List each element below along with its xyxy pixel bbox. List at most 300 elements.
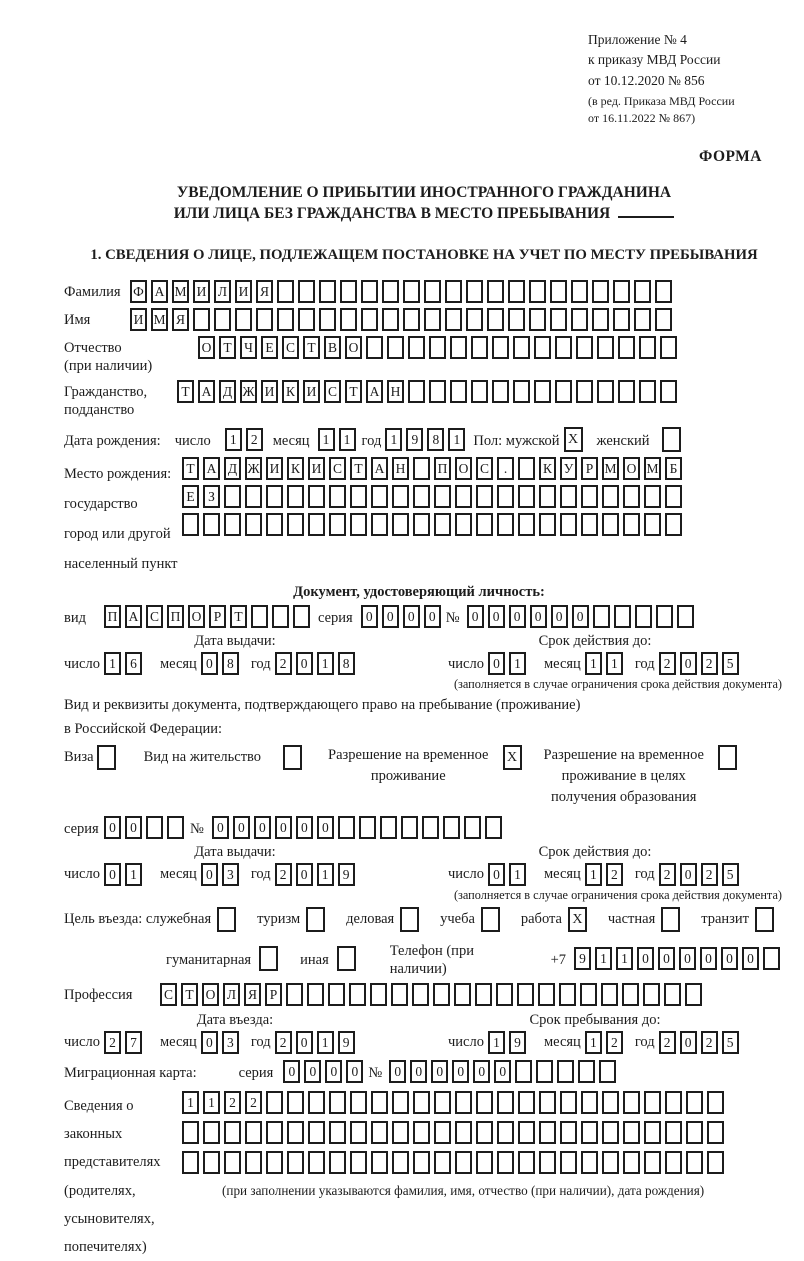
char-cell[interactable] [308, 1121, 325, 1144]
char-cell[interactable] [613, 308, 630, 331]
char-cell[interactable]: 0 [201, 1031, 218, 1054]
char-cell[interactable]: Я [244, 983, 261, 1006]
char-cell[interactable] [424, 280, 441, 303]
char-cell[interactable] [455, 485, 472, 508]
char-cell[interactable]: 1 [339, 428, 356, 451]
char-cell[interactable] [497, 485, 514, 508]
char-cell[interactable] [455, 1151, 472, 1174]
char-cell[interactable] [539, 1121, 556, 1144]
char-cell[interactable]: 1 [182, 1091, 199, 1114]
char-cell[interactable]: 9 [338, 863, 355, 886]
char-cell[interactable] [266, 513, 283, 536]
char-cell[interactable] [656, 605, 673, 628]
char-cell[interactable]: И [130, 308, 147, 331]
char-cell[interactable]: 9 [574, 947, 591, 970]
char-cell[interactable] [287, 1151, 304, 1174]
char-cell[interactable] [539, 513, 556, 536]
char-cell[interactable] [639, 380, 656, 403]
checkbox-sex-female[interactable] [662, 427, 681, 452]
char-cell[interactable] [272, 605, 289, 628]
char-cell[interactable]: 9 [338, 1031, 355, 1054]
checkbox-rvp[interactable]: X [503, 745, 522, 770]
char-cell[interactable]: П [434, 457, 451, 480]
char-cell[interactable] [251, 605, 268, 628]
char-cell[interactable] [560, 1121, 577, 1144]
char-cell[interactable]: 1 [317, 1031, 334, 1054]
char-cell[interactable]: И [235, 280, 252, 303]
char-cell[interactable] [664, 983, 681, 1006]
char-cell[interactable] [660, 336, 677, 359]
char-cell[interactable] [182, 1151, 199, 1174]
char-cell[interactable]: И [266, 457, 283, 480]
char-cell[interactable] [392, 1121, 409, 1144]
char-cell[interactable] [307, 983, 324, 1006]
char-cell[interactable]: К [282, 380, 299, 403]
char-cell[interactable]: С [160, 983, 177, 1006]
char-cell[interactable] [224, 1151, 241, 1174]
checkbox-humanitarian[interactable] [259, 946, 278, 971]
char-cell[interactable] [635, 605, 652, 628]
char-cell[interactable] [529, 308, 546, 331]
char-cell[interactable]: М [172, 280, 189, 303]
char-cell[interactable] [413, 1121, 430, 1144]
char-cell[interactable]: 0 [296, 652, 313, 675]
char-cell[interactable] [560, 513, 577, 536]
char-cell[interactable]: 2 [701, 863, 718, 886]
char-cell[interactable] [471, 336, 488, 359]
char-cell[interactable] [623, 485, 640, 508]
char-cell[interactable]: 1 [488, 1031, 505, 1054]
char-cell[interactable] [245, 1151, 262, 1174]
char-cell[interactable]: Т [181, 983, 198, 1006]
char-cell[interactable] [644, 1091, 661, 1114]
char-cell[interactable] [308, 485, 325, 508]
char-cell[interactable] [466, 308, 483, 331]
char-cell[interactable] [557, 1060, 574, 1083]
char-cell[interactable]: С [329, 457, 346, 480]
char-cell[interactable] [193, 308, 210, 331]
char-cell[interactable]: М [151, 308, 168, 331]
char-cell[interactable]: 1 [317, 863, 334, 886]
checkbox-study[interactable] [481, 907, 500, 932]
char-cell[interactable] [665, 1151, 682, 1174]
char-cell[interactable]: 2 [245, 1091, 262, 1114]
char-cell[interactable] [508, 280, 525, 303]
char-cell[interactable]: 0 [473, 1060, 490, 1083]
char-cell[interactable]: В [324, 336, 341, 359]
char-cell[interactable] [329, 1091, 346, 1114]
char-cell[interactable] [580, 983, 597, 1006]
char-cell[interactable] [466, 280, 483, 303]
char-cell[interactable] [371, 1091, 388, 1114]
char-cell[interactable] [665, 1121, 682, 1144]
char-cell[interactable]: Р [265, 983, 282, 1006]
char-cell[interactable]: 1 [585, 863, 602, 886]
char-cell[interactable] [634, 308, 651, 331]
char-cell[interactable] [475, 983, 492, 1006]
char-cell[interactable]: 0 [572, 605, 589, 628]
char-cell[interactable]: 2 [659, 652, 676, 675]
char-cell[interactable] [329, 485, 346, 508]
char-cell[interactable] [534, 380, 551, 403]
char-cell[interactable] [454, 983, 471, 1006]
char-cell[interactable] [349, 983, 366, 1006]
char-cell[interactable]: Е [261, 336, 278, 359]
char-cell[interactable] [476, 1121, 493, 1144]
char-cell[interactable] [401, 816, 418, 839]
char-cell[interactable] [308, 1151, 325, 1174]
char-cell[interactable]: Ф [130, 280, 147, 303]
char-cell[interactable]: 0 [721, 947, 738, 970]
char-cell[interactable]: Л [214, 280, 231, 303]
char-cell[interactable] [581, 513, 598, 536]
char-cell[interactable] [455, 1091, 472, 1114]
char-cell[interactable]: 0 [125, 816, 142, 839]
char-cell[interactable]: П [104, 605, 121, 628]
char-cell[interactable]: 0 [467, 605, 484, 628]
char-cell[interactable] [434, 513, 451, 536]
char-cell[interactable] [550, 308, 567, 331]
char-cell[interactable]: 2 [606, 1031, 623, 1054]
char-cell[interactable] [350, 1121, 367, 1144]
char-cell[interactable]: 3 [222, 1031, 239, 1054]
char-cell[interactable] [686, 1091, 703, 1114]
char-cell[interactable] [266, 1091, 283, 1114]
char-cell[interactable] [665, 1091, 682, 1114]
char-cell[interactable] [593, 605, 610, 628]
char-cell[interactable] [277, 280, 294, 303]
char-cell[interactable]: Н [387, 380, 404, 403]
char-cell[interactable]: Д [219, 380, 236, 403]
char-cell[interactable]: О [345, 336, 362, 359]
char-cell[interactable] [518, 513, 535, 536]
char-cell[interactable] [224, 1121, 241, 1144]
checkbox-rvp-education[interactable] [718, 745, 737, 770]
char-cell[interactable]: 3 [222, 863, 239, 886]
char-cell[interactable]: С [476, 457, 493, 480]
char-cell[interactable] [413, 1091, 430, 1114]
char-cell[interactable]: 2 [275, 1031, 292, 1054]
char-cell[interactable] [539, 485, 556, 508]
char-cell[interactable]: 0 [488, 652, 505, 675]
char-cell[interactable] [536, 1060, 553, 1083]
char-cell[interactable]: 5 [722, 652, 739, 675]
char-cell[interactable] [560, 1091, 577, 1114]
char-cell[interactable] [655, 308, 672, 331]
char-cell[interactable] [602, 1151, 619, 1174]
char-cell[interactable] [471, 380, 488, 403]
char-cell[interactable]: 1 [448, 428, 465, 451]
char-cell[interactable]: Я [256, 280, 273, 303]
char-cell[interactable] [434, 1121, 451, 1144]
char-cell[interactable]: М [644, 457, 661, 480]
char-cell[interactable]: Р [209, 605, 226, 628]
char-cell[interactable] [403, 280, 420, 303]
char-cell[interactable] [476, 1151, 493, 1174]
char-cell[interactable]: О [455, 457, 472, 480]
char-cell[interactable] [382, 308, 399, 331]
char-cell[interactable]: 0 [637, 947, 654, 970]
char-cell[interactable]: 0 [700, 947, 717, 970]
checkbox-work[interactable]: X [568, 907, 587, 932]
char-cell[interactable] [413, 1151, 430, 1174]
char-cell[interactable]: 0 [452, 1060, 469, 1083]
char-cell[interactable] [224, 513, 241, 536]
char-cell[interactable]: 0 [551, 605, 568, 628]
char-cell[interactable] [450, 380, 467, 403]
char-cell[interactable]: 8 [222, 652, 239, 675]
char-cell[interactable] [576, 380, 593, 403]
char-cell[interactable]: О [202, 983, 219, 1006]
char-cell[interactable] [492, 380, 509, 403]
char-cell[interactable]: Д [224, 457, 241, 480]
char-cell[interactable]: 0 [530, 605, 547, 628]
char-cell[interactable] [266, 1121, 283, 1144]
char-cell[interactable]: 8 [338, 652, 355, 675]
char-cell[interactable] [392, 1091, 409, 1114]
char-cell[interactable]: 0 [680, 1031, 697, 1054]
char-cell[interactable]: М [602, 457, 619, 480]
char-cell[interactable] [329, 1151, 346, 1174]
char-cell[interactable] [578, 1060, 595, 1083]
char-cell[interactable]: Т [303, 336, 320, 359]
char-cell[interactable] [476, 485, 493, 508]
char-cell[interactable]: 2 [224, 1091, 241, 1114]
char-cell[interactable]: 0 [296, 1031, 313, 1054]
char-cell[interactable]: 0 [201, 863, 218, 886]
char-cell[interactable] [413, 457, 430, 480]
char-cell[interactable] [614, 605, 631, 628]
char-cell[interactable] [538, 983, 555, 1006]
char-cell[interactable] [618, 336, 635, 359]
char-cell[interactable]: 0 [488, 863, 505, 886]
char-cell[interactable]: 2 [659, 1031, 676, 1054]
char-cell[interactable] [518, 485, 535, 508]
char-cell[interactable] [508, 308, 525, 331]
char-cell[interactable]: 0 [680, 652, 697, 675]
char-cell[interactable] [434, 1091, 451, 1114]
char-cell[interactable] [601, 983, 618, 1006]
char-cell[interactable] [434, 1151, 451, 1174]
char-cell[interactable] [581, 485, 598, 508]
checkbox-sex-male[interactable]: X [564, 427, 583, 452]
char-cell[interactable] [408, 380, 425, 403]
char-cell[interactable] [560, 1151, 577, 1174]
char-cell[interactable]: 2 [606, 863, 623, 886]
char-cell[interactable] [476, 513, 493, 536]
char-cell[interactable]: Т [219, 336, 236, 359]
char-cell[interactable]: 1 [616, 947, 633, 970]
char-cell[interactable] [581, 1091, 598, 1114]
char-cell[interactable]: 0 [212, 816, 229, 839]
char-cell[interactable]: 0 [658, 947, 675, 970]
char-cell[interactable]: Ч [240, 336, 257, 359]
checkbox-business[interactable] [400, 907, 419, 932]
char-cell[interactable] [555, 380, 572, 403]
char-cell[interactable] [644, 485, 661, 508]
char-cell[interactable] [167, 816, 184, 839]
char-cell[interactable]: Л [223, 983, 240, 1006]
char-cell[interactable] [392, 1151, 409, 1174]
char-cell[interactable]: . [497, 457, 514, 480]
char-cell[interactable]: Т [182, 457, 199, 480]
char-cell[interactable]: 0 [296, 816, 313, 839]
char-cell[interactable] [361, 308, 378, 331]
char-cell[interactable]: 0 [275, 816, 292, 839]
char-cell[interactable]: 0 [494, 1060, 511, 1083]
char-cell[interactable] [534, 336, 551, 359]
char-cell[interactable] [319, 308, 336, 331]
char-cell[interactable] [513, 336, 530, 359]
char-cell[interactable] [677, 605, 694, 628]
char-cell[interactable]: 1 [104, 652, 121, 675]
char-cell[interactable]: Р [581, 457, 598, 480]
checkbox-tourism[interactable] [306, 907, 325, 932]
char-cell[interactable]: 1 [317, 652, 334, 675]
char-cell[interactable]: З [203, 485, 220, 508]
char-cell[interactable] [445, 280, 462, 303]
char-cell[interactable] [287, 485, 304, 508]
char-cell[interactable] [408, 336, 425, 359]
char-cell[interactable] [496, 983, 513, 1006]
char-cell[interactable]: Т [350, 457, 367, 480]
char-cell[interactable] [513, 380, 530, 403]
char-cell[interactable]: 0 [403, 605, 420, 628]
char-cell[interactable] [392, 513, 409, 536]
char-cell[interactable] [338, 816, 355, 839]
char-cell[interactable]: 1 [225, 428, 242, 451]
char-cell[interactable] [581, 1151, 598, 1174]
char-cell[interactable]: 0 [296, 863, 313, 886]
char-cell[interactable] [518, 1121, 535, 1144]
char-cell[interactable]: 0 [410, 1060, 427, 1083]
char-cell[interactable] [602, 513, 619, 536]
char-cell[interactable]: 1 [606, 652, 623, 675]
char-cell[interactable] [464, 816, 481, 839]
char-cell[interactable] [298, 308, 315, 331]
char-cell[interactable]: 0 [254, 816, 271, 839]
char-cell[interactable] [266, 485, 283, 508]
char-cell[interactable]: 0 [201, 652, 218, 675]
char-cell[interactable] [602, 1121, 619, 1144]
char-cell[interactable] [450, 336, 467, 359]
char-cell[interactable] [515, 1060, 532, 1083]
char-cell[interactable] [555, 336, 572, 359]
char-cell[interactable] [350, 1091, 367, 1114]
char-cell[interactable]: С [146, 605, 163, 628]
char-cell[interactable]: А [371, 457, 388, 480]
char-cell[interactable]: Ж [240, 380, 257, 403]
char-cell[interactable] [359, 816, 376, 839]
char-cell[interactable]: П [167, 605, 184, 628]
char-cell[interactable]: 0 [389, 1060, 406, 1083]
char-cell[interactable] [660, 380, 677, 403]
char-cell[interactable] [424, 308, 441, 331]
char-cell[interactable]: 6 [125, 652, 142, 675]
char-cell[interactable] [707, 1121, 724, 1144]
char-cell[interactable] [597, 380, 614, 403]
char-cell[interactable] [371, 1121, 388, 1144]
char-cell[interactable] [433, 983, 450, 1006]
char-cell[interactable] [350, 513, 367, 536]
char-cell[interactable] [487, 308, 504, 331]
char-cell[interactable] [413, 513, 430, 536]
char-cell[interactable]: К [539, 457, 556, 480]
checkbox-residence-permit[interactable] [283, 745, 302, 770]
char-cell[interactable] [340, 280, 357, 303]
char-cell[interactable]: О [623, 457, 640, 480]
char-cell[interactable] [387, 336, 404, 359]
char-cell[interactable] [203, 1151, 220, 1174]
char-cell[interactable]: О [198, 336, 215, 359]
char-cell[interactable] [182, 1121, 199, 1144]
char-cell[interactable] [623, 513, 640, 536]
char-cell[interactable]: 2 [659, 863, 676, 886]
char-cell[interactable]: К [287, 457, 304, 480]
char-cell[interactable] [665, 485, 682, 508]
char-cell[interactable] [559, 983, 576, 1006]
char-cell[interactable] [613, 280, 630, 303]
char-cell[interactable]: 0 [104, 863, 121, 886]
char-cell[interactable] [382, 280, 399, 303]
char-cell[interactable] [413, 485, 430, 508]
char-cell[interactable] [497, 1121, 514, 1144]
char-cell[interactable] [618, 380, 635, 403]
char-cell[interactable]: 0 [346, 1060, 363, 1083]
char-cell[interactable] [286, 983, 303, 1006]
char-cell[interactable]: У [560, 457, 577, 480]
char-cell[interactable] [298, 280, 315, 303]
char-cell[interactable]: 2 [246, 428, 263, 451]
char-cell[interactable]: 0 [424, 605, 441, 628]
char-cell[interactable]: 0 [325, 1060, 342, 1083]
char-cell[interactable] [623, 1121, 640, 1144]
char-cell[interactable] [707, 1091, 724, 1114]
char-cell[interactable]: 2 [275, 652, 292, 675]
char-cell[interactable] [455, 1121, 472, 1144]
char-cell[interactable] [686, 1121, 703, 1144]
char-cell[interactable] [277, 308, 294, 331]
char-cell[interactable]: Т [177, 380, 194, 403]
char-cell[interactable]: И [303, 380, 320, 403]
char-cell[interactable]: И [193, 280, 210, 303]
char-cell[interactable]: Т [345, 380, 362, 403]
char-cell[interactable]: 1 [318, 428, 335, 451]
char-cell[interactable] [287, 1121, 304, 1144]
char-cell[interactable] [639, 336, 656, 359]
char-cell[interactable] [550, 280, 567, 303]
char-cell[interactable] [644, 1151, 661, 1174]
char-cell[interactable] [182, 513, 199, 536]
char-cell[interactable] [599, 1060, 616, 1083]
char-cell[interactable]: 0 [317, 816, 334, 839]
char-cell[interactable] [361, 280, 378, 303]
checkbox-official[interactable] [217, 907, 236, 932]
char-cell[interactable] [529, 280, 546, 303]
checkbox-transit[interactable] [755, 907, 774, 932]
char-cell[interactable] [329, 1121, 346, 1144]
char-cell[interactable] [434, 485, 451, 508]
char-cell[interactable] [245, 485, 262, 508]
char-cell[interactable] [644, 513, 661, 536]
char-cell[interactable] [707, 1151, 724, 1174]
char-cell[interactable]: 1 [385, 428, 402, 451]
char-cell[interactable] [391, 983, 408, 1006]
char-cell[interactable]: С [282, 336, 299, 359]
char-cell[interactable]: 5 [722, 1031, 739, 1054]
char-cell[interactable]: 9 [509, 1031, 526, 1054]
char-cell[interactable]: 1 [509, 863, 526, 886]
